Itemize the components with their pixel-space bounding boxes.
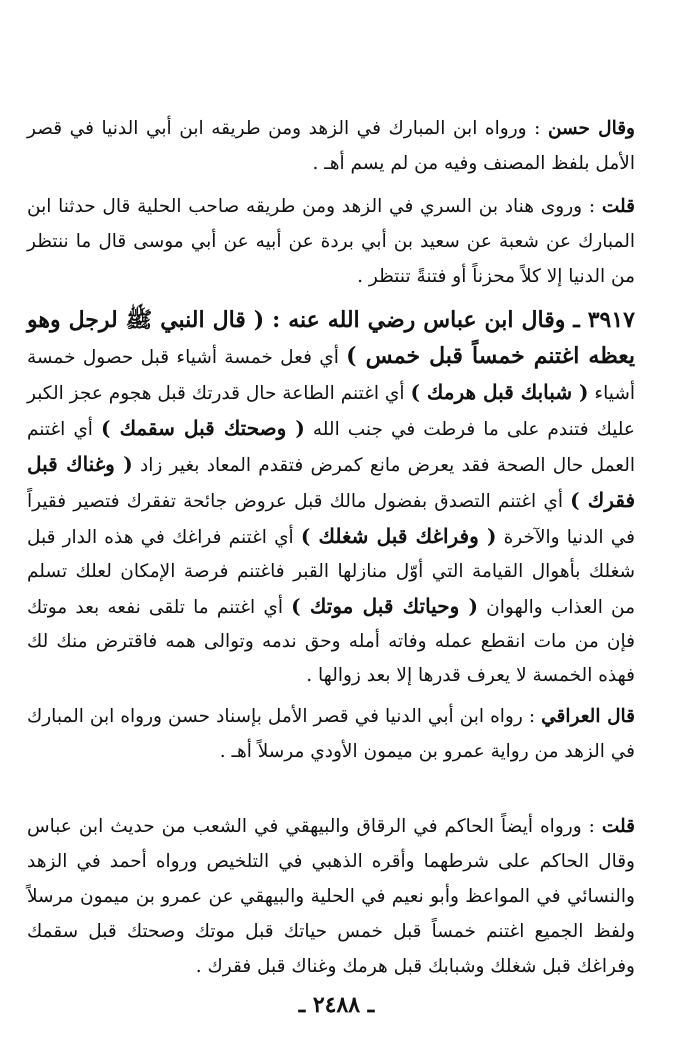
commentary-text: أي اغتنم التصدق بفضول مالك قبل عروض جائحة تفقرك فتصير فقيراً في الدنيا والآخرة bbox=[27, 490, 635, 548]
commentary-text: أي اغتنم فراغك في هذه الدار قبل شغلك بأهوال القيامة التي أوّل منازلها القبر فاغتنم فرصة الإمكان لعلك تسلم من العذاب والهوان bbox=[27, 526, 636, 618]
quote-life: ( وحياتك قبل موتك ) bbox=[291, 593, 478, 618]
paragraph-text: : وروى هناد بن السري في الزهد ومن طريقه صاحب الحلية قال حدثنا ابن المبارك عن شعبة عن سعيد بن أبي بردة عن أبيه عن أبي موسى قال ما ننتظر من الدنيا إلا كلاً محزناً أو فتنةً تنتظر . bbox=[27, 195, 635, 287]
hadith-lead-text: ٣٩١٧ ـ وقال ابن عباس رضي الله عنه : ( قال النبي ﷺ لرجل وهو يعظه اغتنم خمساً قبل خمس ) bbox=[27, 306, 635, 369]
quote-wealth: ( وغناك قبل فقرك ) bbox=[27, 451, 635, 512]
paragraph-qultu-2 bbox=[27, 809, 635, 984]
paragraph-text: : ورواه أيضاً الحاكم في الرقاق والبيهقي في الشعب من حديث ابن عباس وقال الحاكم على شرطهما وأقره الذهبي في التلخيص ورواه أحمد في الزهد والنسائي في المواعظ وأبو نعيم في الحلية والبيهقي عن عمرو بن ميمون مرسلاً ولفظ الجميع اغتنم خمساً قبل خمس حياتك قبل موتك وصحتك قبل سقمك وفراغك قبل شغلك وشبابك قبل هرمك وغناك قبل فقرك . bbox=[27, 815, 635, 977]
quote-free-time: ( وفراغك قبل شغلك ) bbox=[300, 523, 497, 548]
quote-health: ( وصحتك قبل سقمك ) bbox=[100, 415, 305, 440]
hadith-3917 bbox=[27, 303, 635, 693]
label-wa-qal-hasan: وقال حسن bbox=[547, 117, 635, 139]
commentary-text: أي اغتنم الطاعة حال قدرتك قبل هجوم عجز الكبر عليك فتندم على ما فرطت في جنب الله bbox=[27, 382, 635, 440]
paragraph-text: : ورواه ابن المبارك في الزهد ومن طريقه ابن أبي الدنيا في قصر الأمل بلفظ المصنف وفيه من لم يسم أهـ . bbox=[27, 117, 635, 174]
paragraph-text: : رواه ابن أبي الدنيا في قصر الأمل بإسناد حسن ورواه ابن المبارك في الزهد من رواية عمرو بن ميمون الأودي مرسلاً أهـ . bbox=[27, 705, 635, 762]
paragraph-qultu-1 bbox=[27, 189, 635, 294]
page-number: ـ ٢٤٨٨ ـ bbox=[298, 992, 375, 1018]
commentary-text: أي اغتنم العمل حال الصحة فقد يعرض مانع كمرض فتقدم المعاد بغير زاد bbox=[27, 418, 635, 476]
quote-youth: ( شبابك قبل هرمك ) bbox=[410, 379, 589, 404]
paragraph-hasan-note bbox=[27, 111, 635, 181]
commentary-text: أي فعل خمسة أشياء قبل حصول خمسة أشياء bbox=[27, 346, 635, 404]
label-qultu: قلت bbox=[601, 195, 635, 217]
label-qal-al-iraqi: قال العراقي bbox=[541, 705, 635, 727]
label-qultu: قلت bbox=[601, 815, 635, 837]
commentary-text: أي اغتنم ما تلقى نفعه بعد موتك فإن من مات انقطع عمله وفاته أمله وحق ندمه وتوالى همه فاقترض منك لك فهذه الخمسة لا يعرف قدرها إلا بعد زوالها . bbox=[27, 596, 635, 686]
paragraph-iraqi bbox=[27, 699, 635, 769]
